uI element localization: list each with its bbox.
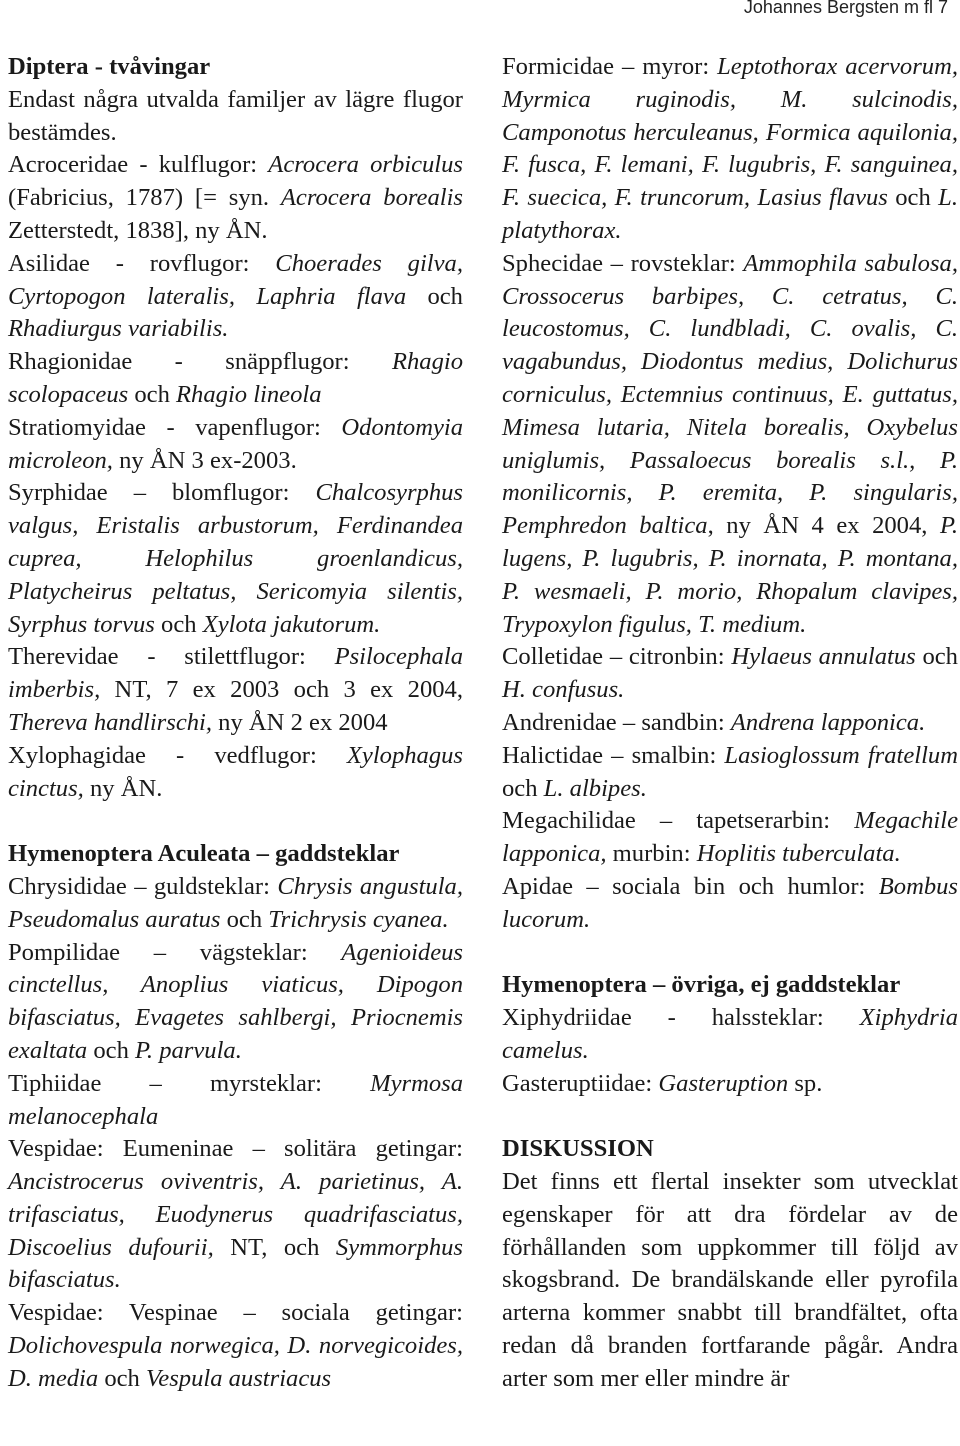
text-run: Syrphidae – blomflugor: bbox=[8, 479, 316, 507]
text-run: Vespidae: Vespinae – sociala getingar: bbox=[8, 1299, 463, 1327]
text-run: NT, och bbox=[213, 1233, 336, 1261]
text-run: Acroceridae - kulflugor: bbox=[8, 151, 269, 179]
section-heading: Diptera - tvåvingar bbox=[8, 53, 211, 80]
species-name: Agenioideus cinctellus, Anoplius viaticus, Dipogon bifasciatus, Evagetes sahlbergi, Priocnemis exaltata bbox=[8, 938, 463, 1064]
text-run: och bbox=[128, 380, 177, 408]
text-run: sp. bbox=[788, 1069, 823, 1097]
paragraph bbox=[502, 707, 958, 740]
paragraph bbox=[8, 1297, 463, 1395]
text-run: ny ÅN 3 ex-2003. bbox=[112, 446, 297, 474]
paragraph bbox=[502, 1068, 958, 1101]
paragraph bbox=[8, 641, 463, 739]
species-name: Lasioglossum fratellum bbox=[724, 741, 958, 769]
text-run: Colletidae – citronbin: bbox=[502, 643, 732, 671]
paragraph bbox=[502, 871, 958, 937]
text-run: Megachilidae – tapetserarbin: bbox=[502, 807, 855, 835]
text-run: Asilidae - rovflugor: bbox=[8, 249, 276, 277]
paragraph bbox=[8, 937, 463, 1068]
text-run: Stratiomyidae - vapenflugor: bbox=[8, 413, 342, 441]
text-run: Xiphydriidae - halssteklar: bbox=[502, 1004, 860, 1032]
text-run: Andrenidae – sandbin: bbox=[502, 708, 731, 736]
paragraph bbox=[8, 1068, 463, 1134]
species-name: Odontomyia microleon, bbox=[8, 413, 463, 474]
species-name: Chrysis angustula, Pseudomalus auratus bbox=[8, 872, 463, 933]
text-run: ny ÅN. bbox=[83, 774, 163, 802]
species-name: Rhadiurgus variabilis. bbox=[8, 315, 229, 343]
paragraph bbox=[502, 248, 958, 642]
running-header: Johannes Bergsten m fl 7 bbox=[743, 0, 948, 17]
species-name: P. parvula. bbox=[135, 1036, 242, 1064]
paragraph bbox=[8, 1133, 463, 1297]
paragraph bbox=[8, 740, 463, 806]
species-name: Vespula austriacus bbox=[145, 1364, 332, 1392]
species-name: Bombus lucorum. bbox=[502, 872, 958, 933]
species-name: Thereva handlirschi, bbox=[8, 708, 213, 736]
species-name: Leptothorax acervorum, Myrmica ruginodis, M. sulcinodis, Camponotus herculeanus, Formica aquilonia, F. fusca, F. lemani, F. lugubris, F. sanguinea, F. suecica, F. truncorum, Lasius flavus bbox=[502, 53, 958, 212]
paragraph bbox=[8, 346, 463, 412]
text-run: Therevidae - stilettflugor: bbox=[8, 643, 335, 671]
text-run: Vespidae: Eumeninae – solitära getingar: bbox=[8, 1135, 463, 1163]
paragraph bbox=[8, 84, 463, 150]
paragraph bbox=[502, 805, 958, 871]
left-column bbox=[8, 51, 463, 1396]
paragraph bbox=[8, 149, 463, 247]
species-name: H. confusus. bbox=[502, 676, 625, 704]
text-run: och bbox=[887, 184, 939, 212]
text-run: Xylophagidae - vedflugor: bbox=[8, 741, 347, 769]
species-name: Rhagio lineola bbox=[176, 380, 322, 408]
right-column bbox=[502, 51, 958, 1396]
text-run: och bbox=[406, 282, 463, 310]
text-run: Tiphiidae – myrsteklar: bbox=[8, 1069, 371, 1097]
text-run: och bbox=[915, 643, 958, 671]
paragraph bbox=[502, 1166, 958, 1396]
section-spacer bbox=[8, 805, 463, 838]
paragraph bbox=[8, 871, 463, 937]
section-spacer bbox=[502, 1101, 958, 1134]
species-name: Ammophila sabulosa, Crossocerus barbipes, C. cetratus, C. leucostomus, C. lundbladi, C. ovalis, C. vagabundus, Diodontus medius, Dolichurus corniculus, Ectemnius continuus, E. guttatus, Mimesa lutaria, Nitela borealis, Oxybelus uniglumis, Passaloecus borealis s.l., P. monilicornis, P. eremita, P. singularis, Pemphredon baltica bbox=[502, 249, 958, 540]
species-name: Hoplitis tuberculata. bbox=[696, 840, 901, 868]
species-name: Choerades gilva, Cyrtopogon lateralis, Laphria flava bbox=[8, 249, 463, 310]
section-heading: Hymenoptera – övriga, ej gaddsteklar bbox=[502, 971, 901, 999]
paragraph bbox=[502, 740, 958, 806]
section-heading: DISKUSSION bbox=[502, 1135, 654, 1163]
species-name: L. albipes. bbox=[543, 774, 647, 802]
species-name: Megachile lapponica, bbox=[502, 807, 958, 868]
species-name: Andrena lapponica. bbox=[730, 708, 926, 736]
text-run: Chrysididae – guldsteklar: bbox=[8, 872, 278, 900]
text-run: NT, 7 ex 2003 och 3 ex 2004, bbox=[100, 676, 463, 704]
text-run: ny ÅN 2 ex 2004 bbox=[212, 708, 388, 736]
paragraph bbox=[502, 51, 958, 248]
text-run: Det finns ett flertal insekter som utvecklat egenskaper för att dra fördelar av de förhållanden som uppkommer till följd av skogsbrand. De brandälskande eller pyrofila arterna kommer snabbt till brandfältet, ofta redan då branden fortfarande pågår. Andra arter som mer eller mindre är bbox=[502, 1168, 958, 1392]
species-name: Xiphydria camelus. bbox=[502, 1004, 958, 1064]
paragraph bbox=[502, 641, 958, 707]
text-run: och bbox=[502, 774, 544, 802]
text-run: Halictidae – smalbin: bbox=[502, 741, 725, 769]
species-name: Hylaeus annulatus bbox=[731, 643, 916, 671]
text-run: Formicidae – myror: bbox=[502, 53, 718, 80]
species-name: Symmorphus bifasciatus. bbox=[8, 1233, 463, 1294]
species-name: Psilocephala imberbis, bbox=[8, 643, 463, 704]
species-name: Xylophagus cinctus, bbox=[8, 741, 463, 802]
text-run: och bbox=[98, 1364, 146, 1392]
species-name: Trichrysis cyanea. bbox=[268, 905, 449, 933]
species-name: Gasteruption bbox=[658, 1069, 789, 1097]
text-run: Endast några utvalda familjer av lägre flugor bestämdes. bbox=[8, 85, 463, 146]
paragraph bbox=[8, 248, 463, 346]
text-run: murbin: bbox=[606, 840, 697, 868]
text-run: Rhagionidae - snäppflugor: bbox=[8, 348, 392, 376]
text-run: och bbox=[154, 610, 203, 638]
text-run: Sphecidae – rovsteklar: bbox=[502, 249, 744, 277]
text-run: , ny ÅN 4 ex 2004, bbox=[707, 512, 940, 540]
section-spacer bbox=[502, 937, 958, 970]
species-name: Acrocera orbiculus bbox=[268, 151, 463, 179]
species-name: Dolichovespula norwegica, D. norvegicoides, D. media bbox=[8, 1332, 463, 1392]
paragraph bbox=[8, 477, 463, 641]
text-run: Apidae – sociala bin och humlor: bbox=[502, 872, 879, 900]
species-name: Acrocera borealis bbox=[280, 184, 463, 212]
section-heading: Hymenoptera Aculeata – gaddsteklar bbox=[8, 840, 400, 868]
species-name: Xylota jakutorum. bbox=[202, 610, 381, 638]
species-name: Ancistrocerus oviventris, A. parietinus, A. trifasciatus, Euodynerus quadrifasciatus, Discoelius dufourii, bbox=[8, 1168, 463, 1261]
species-name: P. lugens, P. lugubris, P. inornata, P. montana, P. wesmaeli, P. morio, Rhopalum clavipes, Trypoxylon figulus, T. medium. bbox=[502, 512, 958, 638]
text-run: (Fabricius, 1787) [= syn. bbox=[8, 184, 281, 212]
text-run: och bbox=[220, 905, 269, 933]
species-name: L. platythorax. bbox=[502, 184, 958, 244]
text-run: Zetterstedt, 1838], ny ÅN. bbox=[8, 216, 268, 244]
species-name: Myrmosa melanocephala bbox=[8, 1069, 463, 1130]
paragraph bbox=[502, 1002, 958, 1068]
text-run: Gasteruptiidae: bbox=[502, 1069, 659, 1097]
text-run: och bbox=[87, 1036, 136, 1064]
text-run: Pompilidae – vägsteklar: bbox=[8, 938, 342, 966]
species-name: Rhagio scolopaceus bbox=[8, 348, 463, 408]
species-name: Chalcosyrphus valgus, Eristalis arbustorum, Ferdinandea cuprea, Helophilus groenlandicus, Platycheirus peltatus, Sericomyia silentis, Syrphus torvus bbox=[8, 479, 463, 638]
paragraph bbox=[8, 412, 463, 478]
